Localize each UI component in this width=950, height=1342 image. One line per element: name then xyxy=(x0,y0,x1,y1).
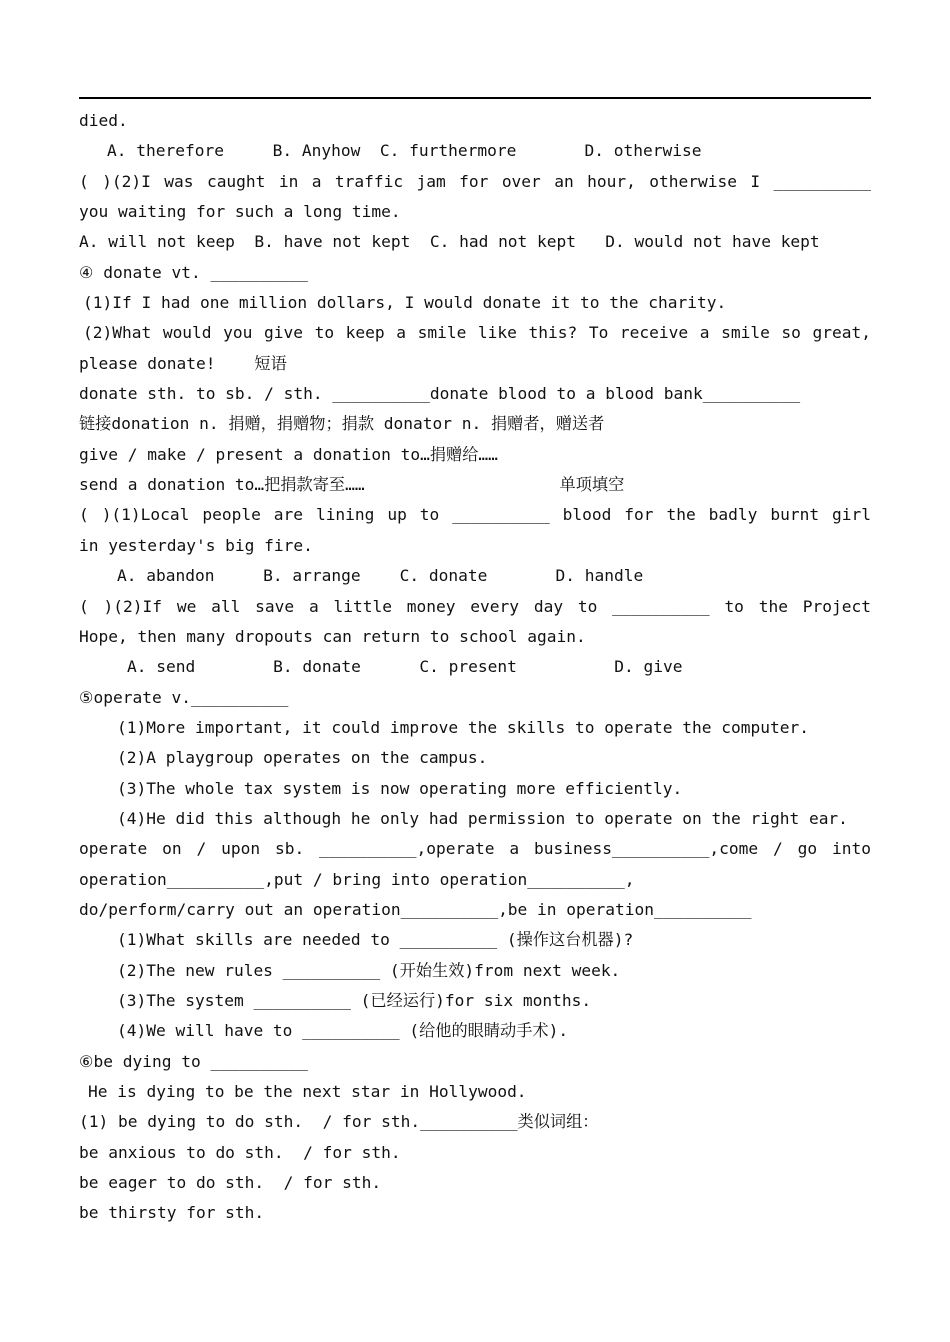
text-line: (2)A playgroup operates on the campus. xyxy=(117,748,488,768)
text-line: ( )(2)I was caught in a traffic jam for over an hour, otherwise I __________ xyxy=(79,171,871,191)
text-line: operate on / upon sb. __________,operate a business__________,come / go into xyxy=(79,839,871,859)
text-line: (1)What skills are needed to __________ (操作这台机器)? xyxy=(117,930,634,950)
text-line: donate sth. to sb. / sth. __________donate blood to a blood bank__________ xyxy=(79,384,801,404)
text-line: ⑥be dying to __________ xyxy=(79,1051,308,1071)
text-line: (3)The system __________ (已经运行)for six months. xyxy=(117,990,592,1010)
text-line: (2)What would you give to keep a smile like this? To receive a smile so great, xyxy=(83,323,871,343)
text-line: died. xyxy=(79,111,128,130)
text-line: do/perform/carry out an operation__________,be in operation__________ xyxy=(79,899,752,919)
text-line: (2)The new rules __________ (开始生效)from next week. xyxy=(117,960,621,980)
text-line: be eager to do sth. / for sth. xyxy=(79,1173,382,1193)
text-line: be thirsty for sth. xyxy=(79,1203,265,1223)
text-line: (1)If I had one million dollars, I would donate it to the charity. xyxy=(83,293,727,313)
text-line: send a donation to…把捐款寄至…… 单项填空 xyxy=(79,475,625,495)
text-line: ④ donate vt. __________ xyxy=(79,262,308,282)
header-rule xyxy=(79,97,871,99)
text-line: A. will not keep B. have not kept C. had not kept D. would not have kept xyxy=(79,232,820,252)
text-line: A. therefore B. Anyhow C. furthermore D. otherwise xyxy=(107,141,702,161)
text-line: A. abandon B. arrange C. donate D. handle xyxy=(117,566,644,586)
text-line: Hope, then many dropouts can return to school again. xyxy=(79,626,586,646)
text-line: ( )(2)If we all save a little money every day to __________ to the Project xyxy=(79,596,871,616)
text-line: 链接donation n. 捐赠，捐赠物；捐款 donator n. 捐赠者，赠送者 xyxy=(79,414,605,434)
document-body xyxy=(79,106,871,1229)
text-line: you waiting for such a long time. xyxy=(79,202,401,222)
text-line: He is dying to be the next star in Hollywood. xyxy=(88,1082,527,1101)
text-line: (1)More important, it could improve the skills to operate the computer. xyxy=(117,717,809,737)
text-line: operation__________,put / bring into operation__________, xyxy=(79,869,635,889)
text-line: ( )(1)Local people are lining up to __________ blood for the badly burnt girl xyxy=(79,505,871,525)
text-line: be anxious to do sth. / for sth. xyxy=(79,1142,401,1162)
text-line: (4)He did this although he only had permission to operate on the right ear. xyxy=(117,808,848,828)
text-line: (4)We will have to __________ (给他的眼睛动手术). xyxy=(117,1021,569,1041)
text-line: A. send B. donate C. present D. give xyxy=(127,657,683,677)
text-line: (1) be dying to do sth. / for sth.__________类似词组： xyxy=(79,1112,599,1132)
text-line: ⑤operate v.__________ xyxy=(79,687,289,707)
text-line: in yesterday's big fire. xyxy=(79,535,313,555)
text-line: give / make / present a donation to…捐赠给…… xyxy=(79,444,498,464)
text-line: (3)The whole tax system is now operating more efficiently. xyxy=(117,778,683,798)
text-line: please donate! 短语 xyxy=(79,353,287,373)
